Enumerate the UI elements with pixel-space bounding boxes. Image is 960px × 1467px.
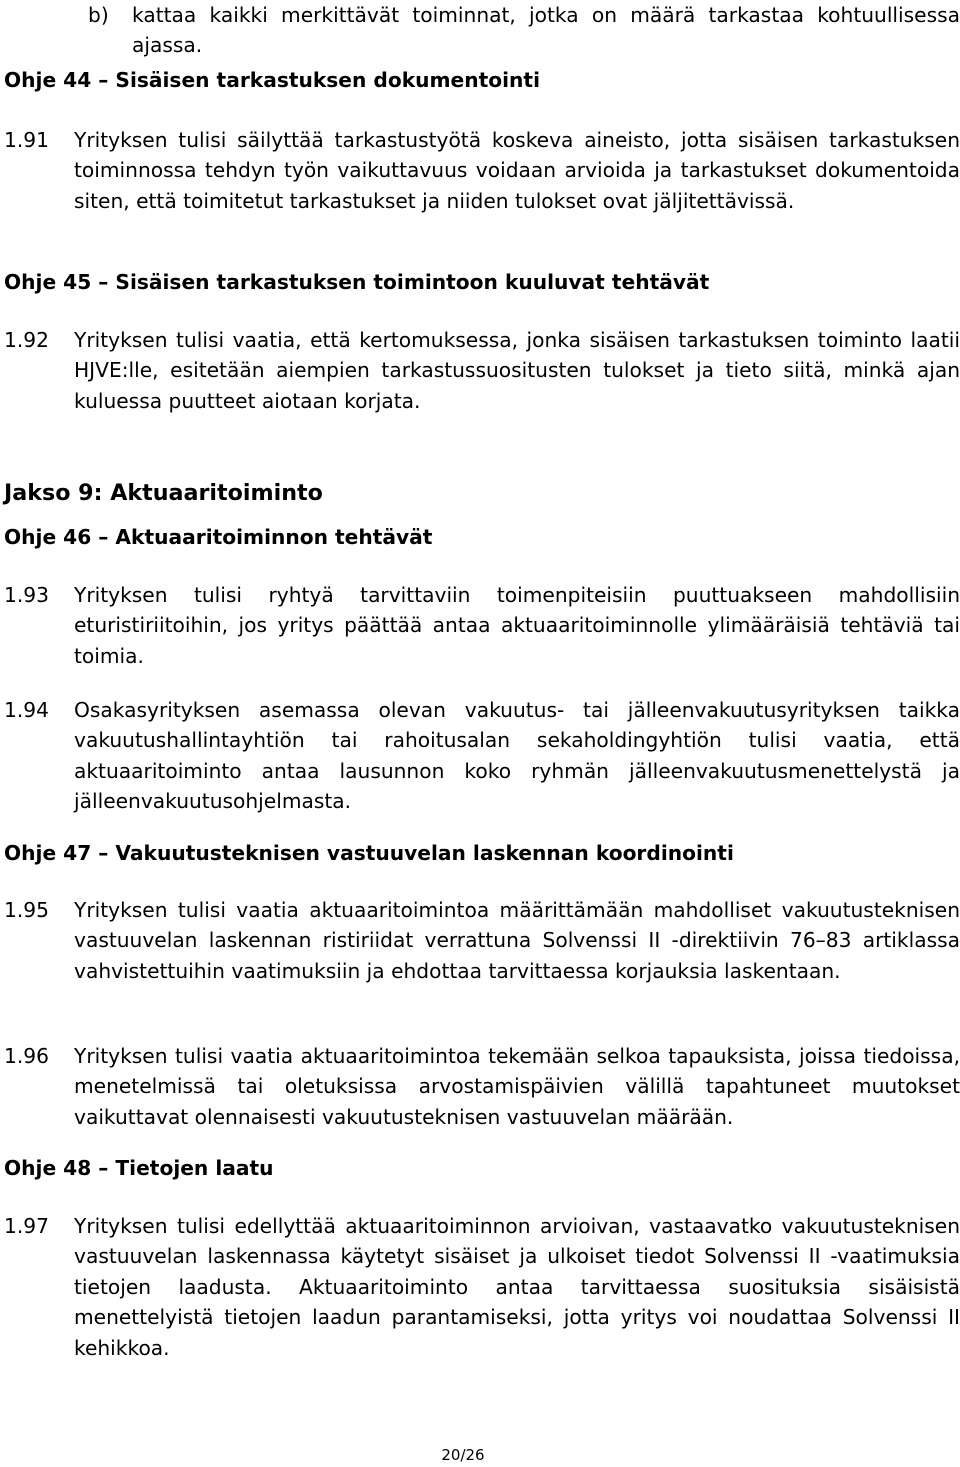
paragraph-text: Yrityksen tulisi ryhtyä tarvittaviin toimenpiteisiin puuttuakseen mahdollisiin eturistiriitoihin, jos yritys päättää antaa aktuaaritoiminnolle ylimääräisiä tehtäviä tai toimia. [74, 583, 960, 668]
paragraph-1-95 [4, 895, 960, 986]
paragraph-number: 1.95 [4, 898, 49, 922]
guideline-heading-46: Ohje 46 – Aktuaaritoiminnon tehtävät [4, 525, 433, 549]
paragraph-1-94 [4, 695, 960, 817]
paragraph-text: Yrityksen tulisi vaatia, että kertomuksessa, jonka sisäisen tarkastuksen toiminto laatii HJVE:lle, esitetään aiempien tarkastussuositusten tulokset ja tieto siitä, minkä ajan kuluessa puutteet aiotaan korjata. [74, 328, 960, 413]
guideline-heading-44: Ohje 44 – Sisäisen tarkastuksen dokumentointi [4, 68, 540, 92]
page-number: 20/26 [441, 1446, 485, 1464]
paragraph-text: Yrityksen tulisi vaatia aktuaaritoimintoa määrittämään mahdolliset vakuutusteknisen vastuuvelan laskennan ristiriidat verrattuna Solvenssi II -direktiivin 76–83 artiklassa vahvistettuihin vaatimuksiin ja ehdottaa tarvittaessa korjauksia laskentaan. [74, 898, 960, 983]
paragraph-number: 1.94 [4, 698, 49, 722]
paragraph-number: 1.91 [4, 128, 49, 152]
paragraph-text: Yrityksen tulisi vaatia aktuaaritoimintoa tekemään selkoa tapauksista, joissa tiedoissa, menetelmissä tai oletuksissa arvostamispäivien välillä tapahtuneet muutokset vaikuttavat olennaisesti vakuutusteknisen vastuuvelan määrään. [74, 1044, 960, 1129]
guideline-heading-48: Ohje 48 – Tietojen laatu [4, 1156, 274, 1180]
paragraph-text: Yrityksen tulisi säilyttää tarkastustyötä koskeva aineisto, jotta sisäisen tarkastuksen toiminnossa tehdyn työn vaikuttavuus voidaan arvioida ja tarkastukset dokumentoida siten, että toimitetut tarkastukset ja niiden tulokset ovat jäljitettävissä. [74, 128, 960, 213]
paragraph-number: 1.92 [4, 328, 49, 352]
list-item-b [4, 0, 960, 61]
guideline-heading-47: Ohje 47 – Vakuutusteknisen vastuuvelan laskennan koordinointi [4, 841, 734, 865]
paragraph-number: 1.93 [4, 583, 49, 607]
list-marker: b) [88, 3, 109, 27]
section-heading: Jakso 9: Aktuaaritoiminto [4, 480, 323, 506]
list-item-text: kattaa kaikki merkittävät toiminnat, jotka on määrä tarkastaa kohtuullisessa ajassa. [132, 3, 960, 58]
paragraph-text: Yrityksen tulisi edellyttää aktuaaritoiminnon arvioivan, vastaavatko vakuutusteknisen vastuuvelan laskennassa käytetyt sisäiset ja ulkoiset tiedot Solvenssi II -vaatimuksia tietojen laadusta. Aktuaaritoiminto antaa tarvittaessa suosituksia sisäisistä menettelyistä tietojen laadun parantamiseksi, jotta yritys voi noudattaa Solvenssi II kehikkoa. [74, 1214, 960, 1360]
paragraph-text: Osakasyrityksen asemassa olevan vakuutus- tai jälleenvakuutusyrityksen taikka vakuutushallintayhtiön tai rahoitusalan sekaholdingyhtiön tulisi vaatia, että aktuaaritoiminto antaa lausunnon koko ryhmän jälleenvakuutusmenettelystä ja jälleenvakuutusohjelmasta. [74, 698, 960, 814]
paragraph-1-92 [4, 325, 960, 416]
paragraph-1-91 [4, 125, 960, 216]
paragraph-number: 1.97 [4, 1214, 49, 1238]
paragraph-1-93 [4, 580, 960, 671]
guideline-heading-45: Ohje 45 – Sisäisen tarkastuksen toimintoon kuuluvat tehtävät [4, 270, 710, 294]
paragraph-1-97 [4, 1211, 960, 1363]
paragraph-number: 1.96 [4, 1044, 49, 1068]
paragraph-1-96 [4, 1041, 960, 1132]
